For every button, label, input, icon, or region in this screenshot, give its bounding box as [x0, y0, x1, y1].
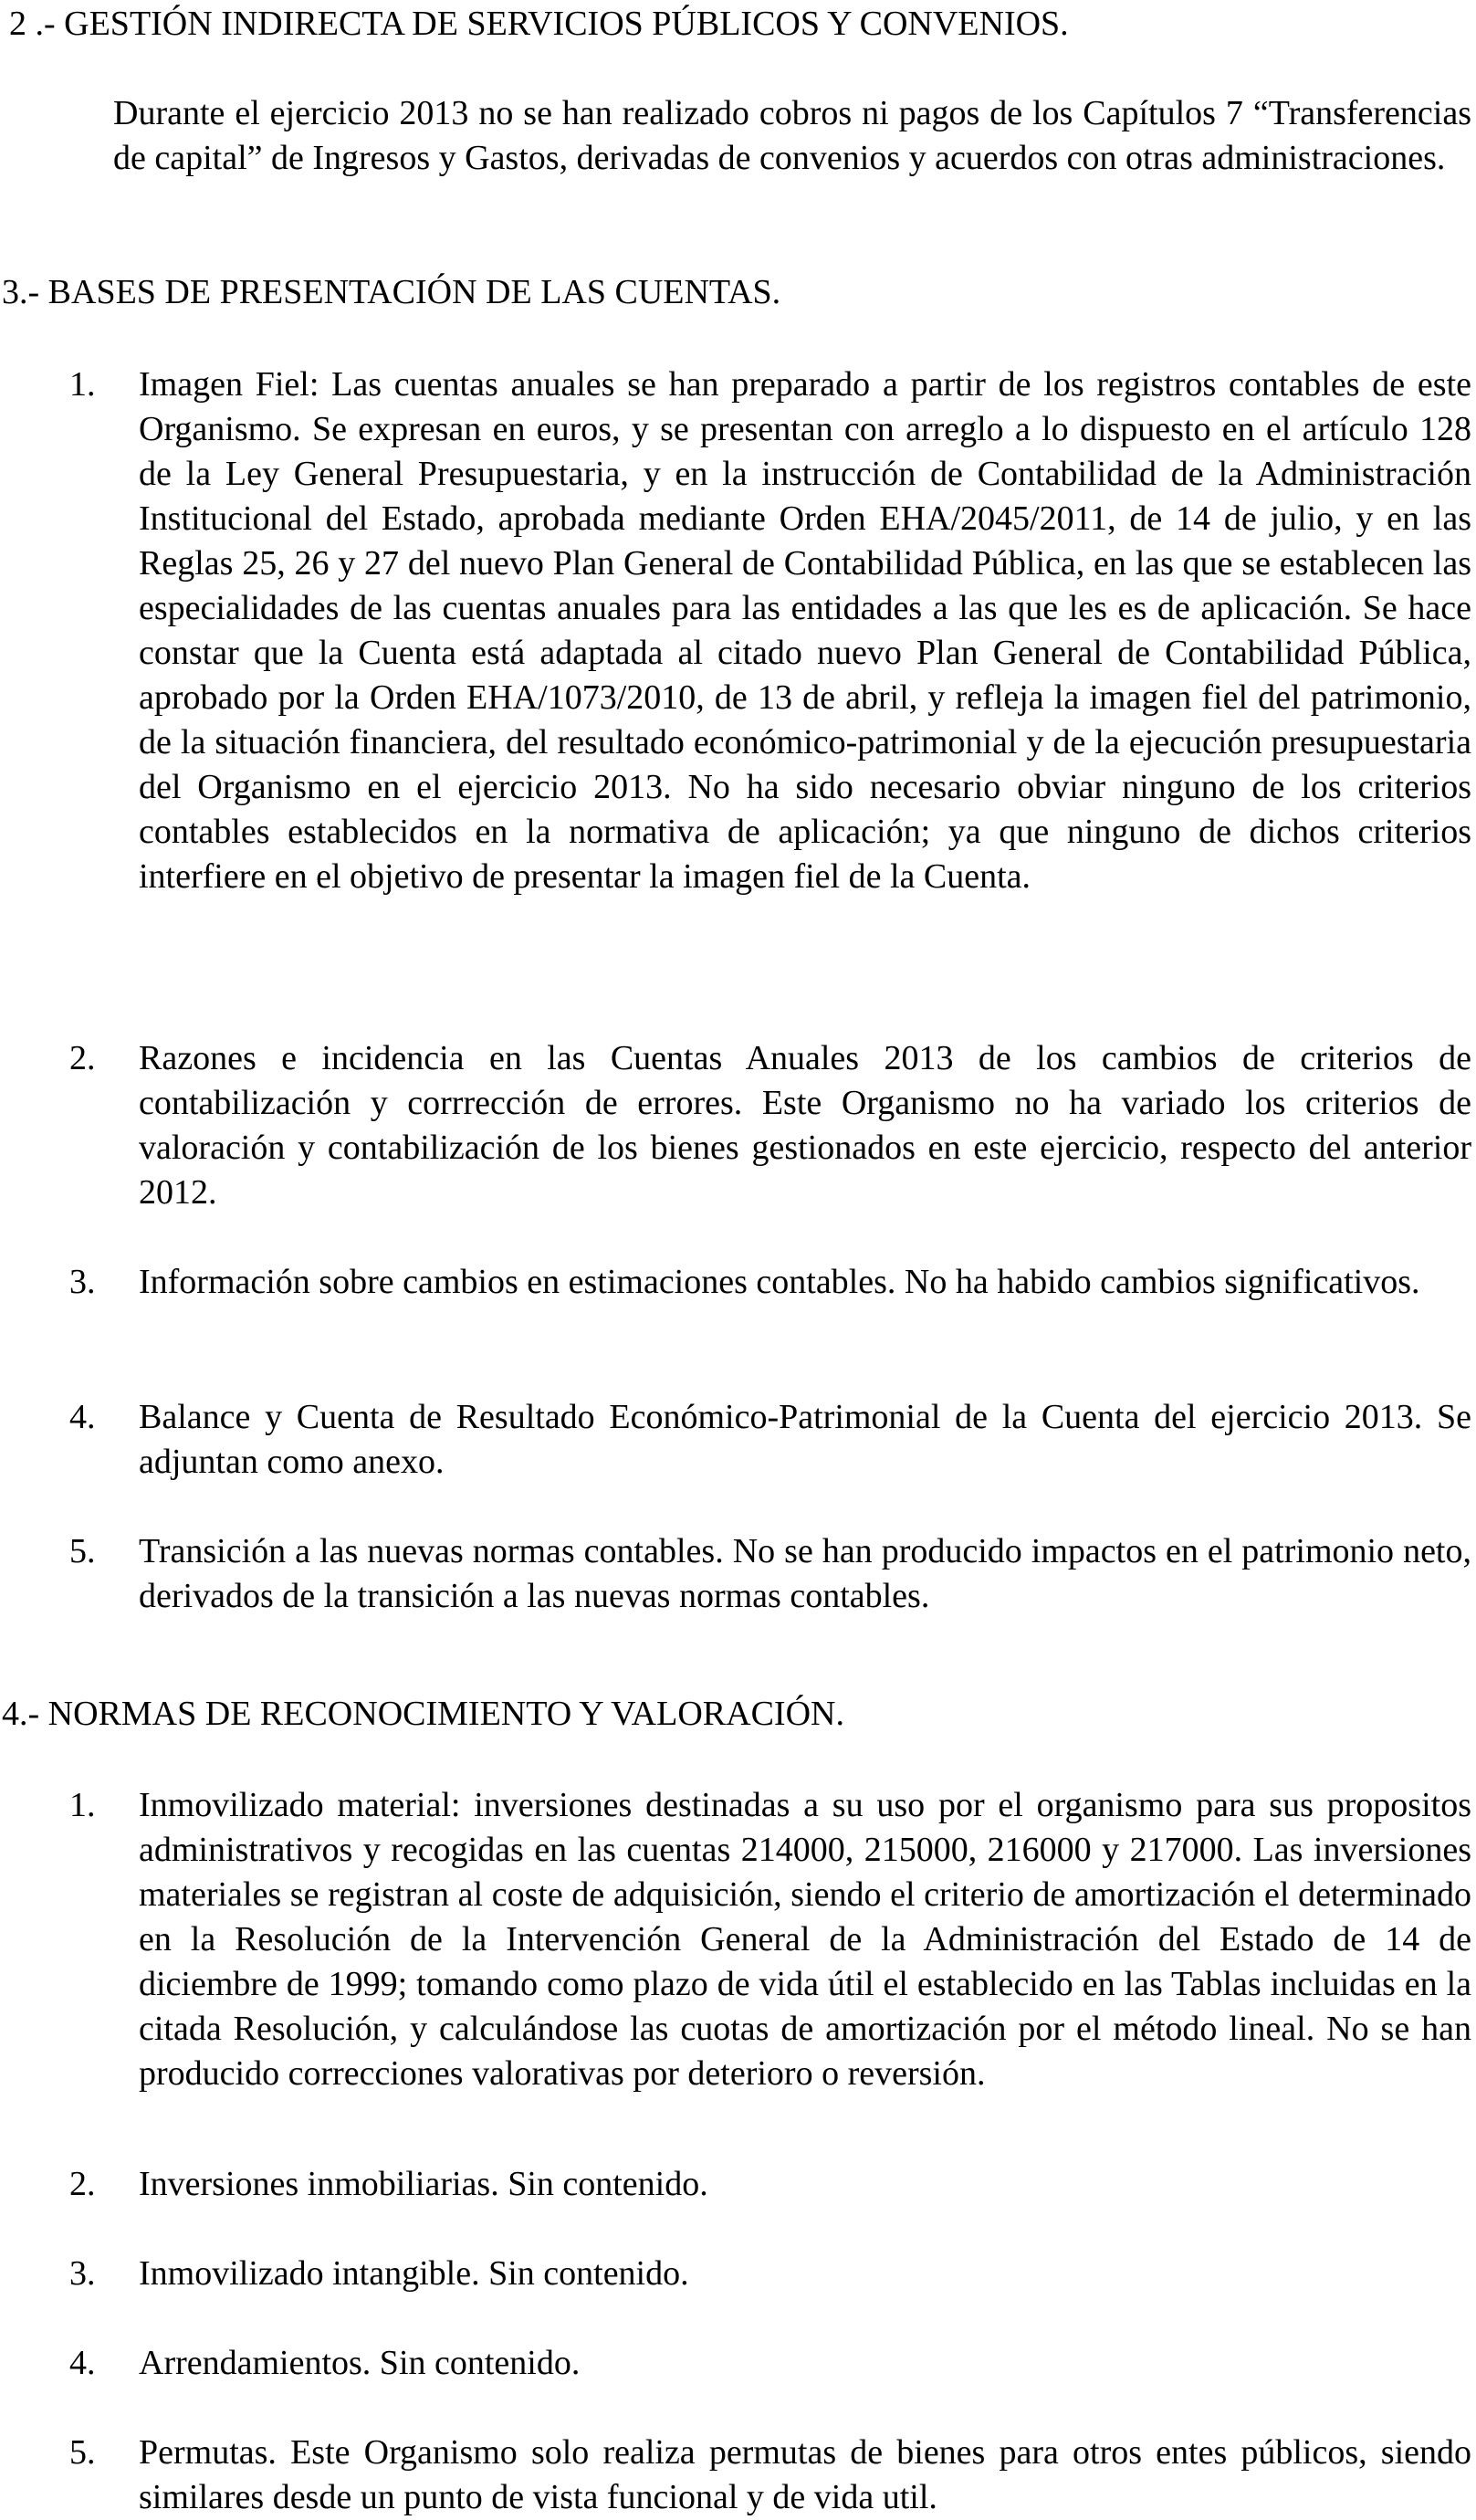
- list-number: 5.: [69, 1532, 96, 1570]
- section-3-item-1: [69, 362, 1471, 899]
- list-number: 5.: [69, 2433, 96, 2472]
- list-number: 1.: [69, 1786, 96, 1824]
- list-number: 2.: [69, 2165, 96, 2203]
- section-3-heading: 3.- BASES DE PRESENTACIÓN DE LAS CUENTAS.: [2, 273, 781, 311]
- list-number: 3.: [69, 1263, 96, 1301]
- list-number: 1.: [69, 365, 96, 404]
- section-2-paragraph: Durante el ejercicio 2013 no se han realizado cobros ni pagos de los Capítulos 7 “Transferencias de capital” de Ingresos y Gastos, derivadas de convenios y acuerdos con otras administraciones.: [113, 94, 1471, 177]
- list-number: 2.: [69, 1039, 96, 1077]
- section-4-item-4: [69, 2341, 1471, 2386]
- section-4-heading: 4.- NORMAS DE RECONOCIMIENTO Y VALORACIÓN.: [2, 1695, 844, 1733]
- list-item-text: Inmovilizado material: inversiones destinadas a su uso por el organismo para sus propositos administrativos y recogidas en las cuentas 214000, 215000, 216000 y 217000. Las inversiones materiales se registran al coste de adquisición, siendo el criterio de amortización el determinado en la Resolución de la Intervención General de la Administración del Estado de 14 de diciembre de 1999; tomando como plazo de vida útil el establecido en las Tablas incluidas en la citada Resolución, y calculándose las cuotas de amortización por el método lineal. No se han producido correcciones valorativas por deterioro o reversión.: [139, 1786, 1471, 2093]
- list-item-text: Permutas. Este Organismo solo realiza permutas de bienes para otros entes públicos, siendo similares desde un punto de vista funcional y de vida util.: [139, 2433, 1471, 2516]
- section-3-item-5: [69, 1529, 1471, 1619]
- section-4-item-1: [69, 1783, 1471, 2096]
- section-2-heading: 2 .- GESTIÓN INDIRECTA DE SERVICIOS PÚBLICOS Y CONVENIOS.: [9, 5, 1069, 43]
- list-item-text: Inversiones inmobiliarias. Sin contenido.: [139, 2165, 708, 2203]
- list-item-text: Transición a las nuevas normas contables. No se han producido impactos en el patrimonio neto, derivados de la transición a las nuevas normas contables.: [139, 1532, 1471, 1615]
- list-number: 4.: [69, 2344, 96, 2382]
- list-item-text: Razones e incidencia en las Cuentas Anuales 2013 de los cambios de criterios de contabilización y corrrección de errores. Este Organismo no ha variado los criterios de valoración y contabilización de los bienes gestionados en este ejercicio, respecto del anterior 2012.: [139, 1039, 1471, 1212]
- section-4-item-2: [69, 2162, 1471, 2207]
- list-item-text: Balance y Cuenta de Resultado Económico-Patrimonial de la Cuenta del ejercicio 2013. Se adjuntan como anexo.: [139, 1398, 1471, 1481]
- section-3-item-2: [69, 1036, 1471, 1215]
- section-3-item-4: [69, 1395, 1471, 1485]
- list-item-text: Arrendamientos. Sin contenido.: [139, 2344, 581, 2382]
- section-4-item-5: [69, 2431, 1471, 2520]
- section-4-item-3: [69, 2252, 1471, 2296]
- list-item-text: Imagen Fiel: Las cuentas anuales se han preparado a partir de los registros contables de este Organismo. Se expresan en euros, y se presentan con arreglo a lo dispuesto en el artículo 128 de la Ley General Presupuestaria, y en la instrucción de Contabilidad de la Administración Institucional del Estado, aprobada mediante Orden EHA/2045/2011, de 14 de julio, y en las Reglas 25, 26 y 27 del nuevo Plan General de Contabilidad Pública, en las que se establecen las especialidades de las cuentas anuales para las entidades a las que les es de aplicación. Se hace constar que la Cuenta está adaptada al citado nuevo Plan General de Contabilidad Pública, aprobado por la Orden EHA/1073/2010, de 13 de abril, y refleja la imagen fiel del patrimonio, de la situación financiera, del resultado económico-patrimonial y de la ejecución presupuestaria del Organismo en el ejercicio 2013. No ha sido necesario obviar ninguno de los criterios contables establecidos en la normativa de aplicación; ya que ninguno de dichos criterios interfiere en el objetivo de presentar la imagen fiel de la Cuenta.: [139, 365, 1471, 896]
- list-number: 4.: [69, 1398, 96, 1436]
- list-number: 3.: [69, 2254, 96, 2293]
- list-item-text: Información sobre cambios en estimaciones contables. No ha habido cambios significativos.: [139, 1263, 1420, 1301]
- list-item-text: Inmovilizado intangible. Sin contenido.: [139, 2254, 689, 2293]
- section-3-item-3: [69, 1260, 1471, 1305]
